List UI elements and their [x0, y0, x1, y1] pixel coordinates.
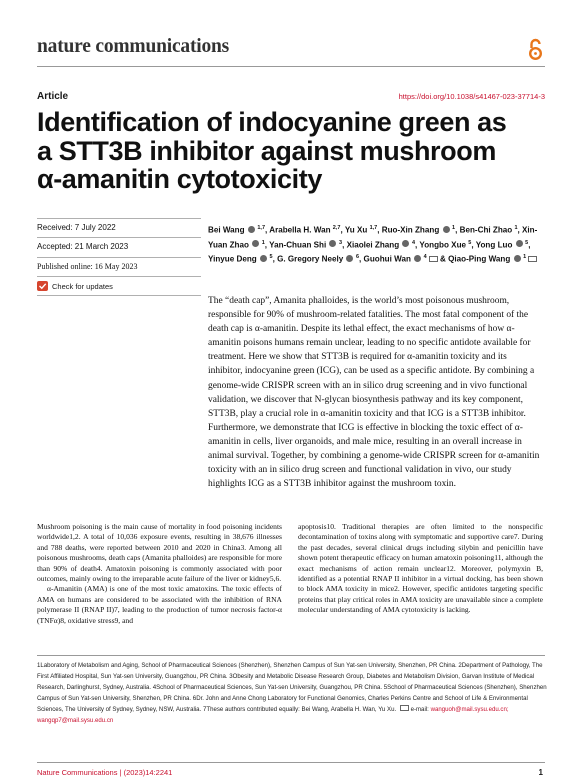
author-name[interactable]: Ruo-Xin Zhang: [381, 225, 442, 235]
author-name[interactable]: Guohui Wan: [363, 255, 414, 265]
author-affiliation-sup: 5: [523, 239, 529, 246]
author-affiliation-sup: 1,7: [369, 225, 378, 231]
check-for-updates-button[interactable]: [37, 281, 113, 291]
author-name[interactable]: Xin-Yuan Zhao: [208, 225, 538, 250]
author-affiliation-sup: 5: [267, 254, 273, 261]
author-name[interactable]: Qiao-Ping Wang: [448, 255, 513, 265]
title-line: Identification of indocyanine green as: [37, 107, 507, 137]
author-affiliation-sup: 6: [354, 254, 360, 261]
meta-divider: [37, 218, 201, 219]
orcid-icon[interactable]: [260, 255, 267, 262]
email-addresses[interactable]: wanguoh@mail.sysu.edu.cn; wangqp7@mail.sysu.edu.cn: [37, 706, 509, 724]
article-type-label: Article: [37, 91, 69, 102]
body-column-right: [298, 522, 543, 616]
author-name[interactable]: G. Gregory Neely: [277, 255, 346, 265]
author-affiliation-sup: 3: [337, 239, 343, 246]
author-affiliation-sup: 1: [514, 225, 518, 231]
doi-link[interactable]: https://doi.org/10.1038/s41467-023-37714-3: [398, 92, 545, 101]
footer-citation: Nature Communications | (2023)14:2241: [37, 768, 173, 777]
author-name[interactable]: Yongbo Xue: [419, 240, 469, 250]
orcid-icon[interactable]: [248, 226, 255, 233]
accepted-date: Accepted: 21 March 2023: [37, 242, 129, 251]
check-updates-label: Check for updates: [52, 281, 113, 291]
author-name[interactable]: Yong Luo: [475, 240, 515, 250]
body-paragraph: apoptosis10. Traditional therapies are often limited to the nonspecific decontamination of toxins along with symptomatic and supportive care7. During the past decades, several clinical drugs including silybin and penicillin have shown potent therapeutic efficacy on human amatoxin poisoning11, although the exact mechanisms of action remain unclear12. Moreover, polymyxin B, identified as a potential RNAP II inhibitor in a virtual docking, has been shown to block AMA toxicity in mice2. However, specific antidotes targeting specific proteins that play critical roles in AMA toxicity are unavailable since a complete molecular understanding of AMA cytotoxicity is lacking.: [298, 522, 543, 615]
published-date: Published online: 16 May 2023: [37, 262, 138, 271]
author-name[interactable]: Yu Xu: [344, 225, 370, 235]
author-affiliation-sup: 4: [422, 254, 427, 261]
body-paragraph: Mushroom poisoning is the main cause of mortality in food poisoning incidents worldwide1,2. A total of 10,036 exposure events, resulting in 38,676 illnesses and 788 deaths, were reported between 2010 and 2020 in China3. Among all poisonous mushrooms, death caps (Amanita phalloides) are responsible for more than 90% of death4. Amatoxin poisoning is commonly associated with poor outcomes, mainly owing to the irreparable acute failure of the liver or kidney5,6.: [37, 522, 282, 584]
orcid-icon[interactable]: [414, 255, 421, 262]
affiliations-text: 1Laboratory of Metabolism and Aging, School of Pharmaceutical Sciences (Shenzhen), Shenzhen Campus of Sun Yat-sen University, Shenzhen, PR China. 2Department of Pathology, The First Affiliated Hospital, Sun Yat-sen University, Guangzhou, PR China. 3Obesity and Metabolic Disease Research Group, Diabetes and Metabolism Division, Garvan Institute of Medical Research, Darlinghurst, Sydney, Australia. 4School of Pharmaceutical Sciences, Sun Yat-sen University, Guangzhou, PR China. 5School of Pharmaceutical Sciences (Shenzhen), Shenzhen Campus of Sun Yat-sen University, Shenzhen, PR China. 6Dr. John and Anne Chong Laboratory for Functional Genomics, Charles Perkins Centre and School of Life & Environmental Sciences, The University of Sydney, Sydney, NSW, Australia. 7These authors contributed equally: Bei Wang, Arabella H. Wan, Yu Xu.: [37, 662, 547, 713]
email-icon[interactable]: [429, 256, 438, 262]
author-affiliation-sup: 4: [410, 239, 416, 246]
orcid-icon[interactable]: [252, 240, 259, 247]
email-icon[interactable]: [528, 256, 537, 262]
received-date: Received: 7 July 2022: [37, 223, 116, 232]
orcid-icon[interactable]: [329, 240, 336, 247]
email-icon: [400, 705, 409, 711]
author-name[interactable]: Bei Wang: [208, 225, 247, 235]
author-affiliation-sup: 1: [260, 239, 265, 246]
orcid-icon[interactable]: [516, 240, 523, 247]
page-number: 1: [538, 768, 543, 777]
article-title: [37, 108, 537, 194]
header-rule: [37, 66, 545, 67]
author-name[interactable]: Xiaolei Zhang: [346, 240, 402, 250]
meta-divider: [37, 257, 201, 258]
author-affiliation-sup: 1,7: [255, 225, 266, 231]
meta-divider: [37, 295, 201, 296]
orcid-icon[interactable]: [443, 226, 450, 233]
author-name[interactable]: Yinyue Deng: [208, 255, 259, 265]
meta-divider: [37, 276, 201, 277]
orcid-icon[interactable]: [514, 255, 521, 262]
author-name[interactable]: Arabella H. Wan: [269, 225, 333, 235]
title-line: α-amanitin cytotoxicity: [37, 164, 322, 194]
affiliations: [37, 660, 547, 726]
title-line: a STT3B inhibitor against mushroom: [37, 135, 496, 166]
email-label: e-mail:: [410, 706, 429, 713]
author-name[interactable]: Yan-Chuan Shi: [269, 240, 329, 250]
open-access-icon: [527, 37, 544, 61]
author-list: Bei Wang $^{1,7}$, Arabella H. Wan $^{2,7}$, Yu Xu $^{1,7}$, Ruo-Xin Zhang $^1$, Ben-Chi Zhao $^1$, Xin-Yuan Zhao $^1$, Yan-Chuan Shi $^3$, Xiaolei Zhang $^4$, Yongbo Xue $^5$, Yong Luo $^5$, Yinyue Deng $^5$, G. Gregory Neely $^6$, Guohui Wan $^4$ & Qiao-Ping Wang $^1$: [208, 225, 538, 265]
body-column-left: [37, 522, 282, 626]
author-affiliation-sup: 5: [468, 239, 472, 246]
author-affiliation-sup: 2,7: [332, 225, 341, 231]
body-paragraph: α-Amanitin (AMA) is one of the most toxic amatoxins. The toxic effects of AMA on humans are considered to be associated with the inhibition of RNA polymerase II (RNAP II)7, leading to the production of tumor necrosis factor-α (TNFα)8, oxidative stress9, and: [37, 584, 282, 625]
abstract: The “death cap”, Amanita phalloides, is the world’s most poisonous mushroom, responsible for 90% of mushroom-related fatalities. The most fatal component of the death cap is α-amanitin. Despite its lethal effect, the exact mechanisms of how α-amanitin poisons humans remain unclear, leading to no specific antidote available for treatment. Here we show that STT3B is required for α-amanitin toxicity and its inhibitor, indocyanine green (ICG), can be used as a specific antidote. By combining a genome-wide CRISPR screen with an in silico drug screening and in vivo functional validation, we discover that N-glycan biosynthesis pathway and its key component, STT3B, play a crucial role in α-amanitin toxicity and that ICG is a STT3B inhibitor. Furthermore, we demonstrate that ICG is effective in blocking the toxic effect of α-amanitin in cells, liver organoids, and male mice, resulting in an overall increase in animal survival. Together, by combining a genome-wide CRISPR screen for α-amanitin toxicity with an in silico drug screen and functional validation in vivo, our study highlights ICG as a STT3B inhibitor against the mushroom toxin.: [208, 296, 540, 490]
author-name[interactable]: Ben-Chi Zhao: [459, 225, 515, 235]
footer-rule: [37, 762, 545, 763]
orcid-icon[interactable]: [346, 255, 353, 262]
orcid-icon[interactable]: [402, 240, 409, 247]
author-affiliation-sup: 1: [521, 254, 527, 261]
meta-divider: [37, 237, 201, 238]
journal-name: nature communications: [37, 36, 230, 57]
affiliations-rule: [37, 655, 545, 656]
author-affiliation-sup: 1: [450, 225, 456, 231]
check-updates-icon: [37, 281, 48, 291]
